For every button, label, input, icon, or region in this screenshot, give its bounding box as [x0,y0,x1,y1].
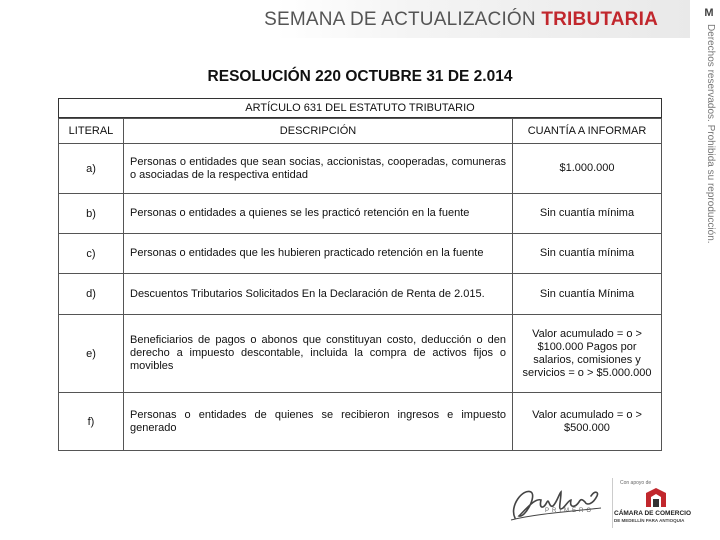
apoyo-label: Con apoyo de [620,480,652,486]
camara-logo-icon [644,487,668,509]
page-title: RESOLUCIÓN 220 OCTUBRE 31 DE 2.014 [207,68,513,85]
header-description: DESCRIPCIÓN [124,119,513,144]
row-amount: Sin cuantía Mínima [513,274,662,315]
header-banner [0,0,690,38]
row-amount: Sin cuantía mínima [513,194,662,234]
signature-subtitle: PRIMERO [545,508,595,514]
row-description: Personas o entidades que sean socias, accionistas, cooperadas, comuneras o asociadas de la respectiva entidad [124,144,513,194]
side-note [702,6,718,244]
row-description: Personas o entidades que les hubieren practicado retención en la fuente [124,234,513,274]
row-description: Personas o entidades de quienes se recibieron ingresos e impuesto generado [124,393,513,451]
row-literal: d) [59,274,124,315]
banner-title-light: SEMANA DE ACTUALIZACIÓN [264,9,542,30]
copyright-logo-icon: M [704,7,714,19]
header-literal: LITERAL [59,119,124,144]
row-description: Beneficiarios de pagos o abonos que constituyan costo, deducción o den derecho a impuesto descontable, incluida la compra de activos fijos o movibles [124,315,513,393]
header-amount: CUANTÍA A INFORMAR [513,119,662,144]
signature-logo [505,478,610,528]
row-amount: $1.000.000 [513,144,662,194]
footer-divider [612,478,613,528]
camara-city: DE MEDELLÍN PARA ANTIOQUIA [614,518,685,523]
row-literal: f) [59,393,124,451]
row-literal: c) [59,234,124,274]
row-amount: Valor acumulado = o > $100.000 Pagos por salarios, comisiones y servicios = o > $5.000.000 [513,315,662,393]
row-literal: e) [59,315,124,393]
table-row [59,194,662,234]
camara-name: CÁMARA DE COMERCIO [614,510,692,517]
row-literal: b) [59,194,124,234]
row-amount: Valor acumulado = o > $500.000 [513,393,662,451]
table-row [59,234,662,274]
banner-title [264,9,658,31]
row-description: Descuentos Tributarios Solicitados En la Declaración de Renta de 2.015. [124,274,513,315]
row-literal: a) [59,144,124,194]
table-row [59,274,662,315]
table-row [59,144,662,194]
data-table [58,118,662,451]
table-row [59,393,662,451]
banner-title-bold: TRIBUTARIA [541,9,658,30]
side-note-text: Derechos reservados. Prohibida su reproducción. [705,24,716,244]
page-subtitle: ARTÍCULO 631 DEL ESTATUTO TRIBUTARIO [58,98,662,118]
row-amount: Sin cuantía mínima [513,234,662,274]
row-description: Personas o entidades a quienes se les practicó retención en la fuente [124,194,513,234]
table-header-row [59,119,662,144]
table-row [59,315,662,393]
